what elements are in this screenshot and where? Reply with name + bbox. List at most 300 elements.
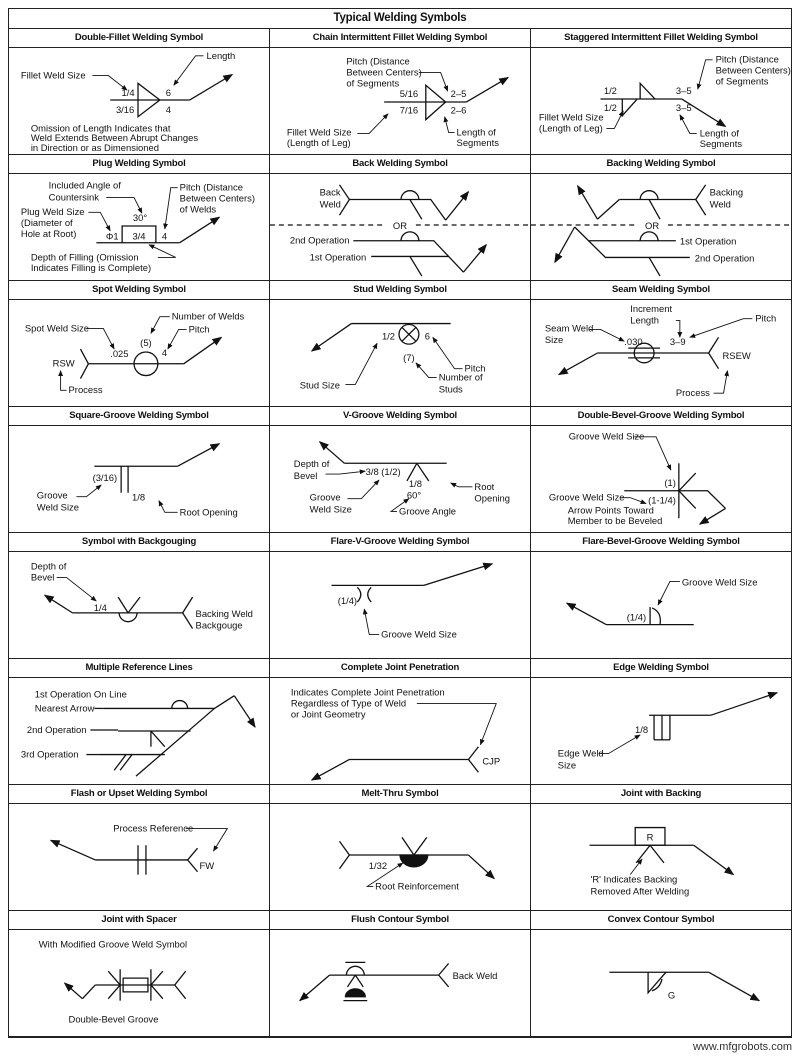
callout-label: Pitch (Distance bbox=[715, 54, 779, 65]
symbol-stroke bbox=[357, 587, 360, 602]
callout-label: Length of bbox=[456, 127, 496, 138]
callout-label: 3–5 bbox=[675, 86, 692, 97]
leader-arrow bbox=[347, 480, 379, 499]
symbol-cell bbox=[270, 407, 531, 533]
symbol-cell bbox=[270, 533, 531, 659]
callout-label: 5/16 bbox=[399, 89, 419, 100]
callout-label: Groove bbox=[309, 492, 341, 503]
leader-arrow bbox=[57, 578, 97, 602]
callout-label: Back Weld bbox=[452, 971, 498, 982]
leader-arrow bbox=[88, 212, 110, 231]
callout-label: 4 bbox=[161, 231, 168, 242]
callout-label: 3/16 bbox=[115, 104, 135, 115]
leader-arrow bbox=[364, 609, 379, 635]
callout-label: Backgouge bbox=[195, 620, 243, 631]
callout-label: Weld bbox=[709, 199, 731, 210]
symbol-stroke bbox=[709, 353, 719, 369]
symbol-stroke bbox=[119, 613, 137, 622]
symbol-stroke bbox=[401, 191, 419, 200]
callout-label: (1/4) bbox=[337, 596, 358, 607]
arrow-line bbox=[234, 696, 255, 727]
leader-arrow bbox=[345, 343, 377, 384]
callout-label: Omission of Length Indicates that bbox=[30, 123, 171, 134]
symbol-stroke bbox=[468, 747, 478, 760]
callout-label: Number of Welds bbox=[171, 311, 245, 322]
symbol-stroke bbox=[401, 232, 419, 241]
symbol-stroke bbox=[175, 985, 186, 999]
callout-label: (Length of Leg) bbox=[286, 138, 351, 149]
leader-arrow bbox=[357, 114, 388, 134]
callout-label: Length bbox=[630, 315, 660, 326]
callout-label: 2nd Operation bbox=[26, 725, 87, 735]
callout-label: or Joint Geometry bbox=[290, 709, 366, 720]
symbol-diagram bbox=[9, 48, 269, 154]
symbol-title: Flash or Upset Welding Symbol bbox=[9, 785, 269, 804]
welding-symbols-chart bbox=[8, 8, 792, 1038]
filled-weld-mark bbox=[345, 989, 365, 997]
symbol-stroke bbox=[118, 597, 128, 613]
symbol-cell bbox=[531, 911, 791, 1037]
symbol-stroke bbox=[652, 608, 660, 625]
symbol-stroke bbox=[151, 731, 165, 747]
callout-label: of Segments bbox=[346, 78, 400, 89]
callout-label: 3rd Operation bbox=[20, 749, 79, 760]
callout-label: Backing bbox=[709, 187, 744, 198]
symbol-stroke bbox=[114, 755, 126, 771]
arrow-line bbox=[446, 192, 469, 220]
symbol-stroke bbox=[696, 200, 706, 216]
symbol-grid bbox=[9, 29, 791, 1037]
symbol-title: Seam Welding Symbol bbox=[531, 281, 791, 300]
arrow-line bbox=[466, 77, 508, 102]
symbol-diagram bbox=[9, 300, 269, 406]
leader-arrow bbox=[151, 317, 170, 334]
callout-label: 1/4 bbox=[121, 88, 135, 99]
arrow-line bbox=[312, 759, 350, 780]
symbol-title: Double-Fillet Welding Symbol bbox=[9, 29, 269, 48]
arrow-line bbox=[184, 337, 222, 364]
callout-label: Between Centers) bbox=[715, 65, 791, 76]
symbol-diagram bbox=[270, 678, 530, 784]
symbol-stroke bbox=[172, 701, 188, 709]
callout-label: .030 bbox=[624, 337, 643, 348]
symbol-stroke bbox=[120, 755, 132, 771]
callout-label: Root Opening bbox=[179, 507, 238, 518]
callout-label: 1/2 bbox=[603, 102, 617, 113]
symbol-diagram bbox=[531, 48, 791, 154]
callout-label: Indicates Filling is Complete) bbox=[30, 263, 152, 274]
arrow-line bbox=[555, 227, 575, 262]
arrow-line bbox=[468, 855, 494, 879]
symbol-cell bbox=[531, 29, 791, 155]
symbol-stroke bbox=[652, 979, 662, 991]
symbol-cell bbox=[270, 785, 531, 911]
arrow-line bbox=[178, 444, 220, 467]
callout-label: With Modified Groove Weld Symbol bbox=[38, 939, 188, 950]
callout-label: Length bbox=[206, 50, 236, 61]
leader-arrow bbox=[598, 735, 640, 754]
arrow-line bbox=[45, 595, 73, 613]
callout-label: Stud Size bbox=[299, 380, 341, 391]
symbol-title: Multiple Reference Lines bbox=[9, 659, 269, 678]
callout-label: 3–5 bbox=[675, 102, 692, 113]
callout-label: Segments bbox=[456, 138, 499, 149]
symbol-title: Staggered Intermittent Fillet Welding Symbol bbox=[531, 29, 791, 48]
callout-label: Depth of bbox=[30, 561, 67, 572]
callout-label: Root Reinforcement bbox=[375, 881, 459, 892]
symbol-title: Flare-V-Groove Welding Symbol bbox=[270, 533, 530, 552]
arrow-line bbox=[51, 840, 96, 860]
symbol-title: Flare-Bevel-Groove Welding Symbol bbox=[531, 533, 791, 552]
symbol-diagram bbox=[531, 930, 791, 1036]
symbol-cell bbox=[531, 533, 791, 659]
callout-label: Weld Extends Between Abrupt Changes bbox=[30, 133, 199, 144]
arrow-line bbox=[694, 845, 734, 874]
symbol-cell bbox=[531, 659, 791, 785]
arrow-line bbox=[190, 75, 233, 101]
arrow-line bbox=[312, 324, 352, 351]
callout-label: 1st Operation bbox=[679, 236, 737, 247]
symbol-cell bbox=[9, 155, 270, 281]
leader-arrow bbox=[606, 111, 623, 129]
symbol-diagram bbox=[270, 804, 530, 910]
symbol-stroke bbox=[183, 613, 193, 629]
leader-arrow bbox=[589, 329, 625, 341]
arrow-line bbox=[578, 186, 598, 219]
symbol-title: Complete Joint Penetration bbox=[270, 659, 530, 678]
arrow-line bbox=[65, 983, 83, 999]
symbol-stroke bbox=[80, 349, 88, 364]
arrow-line bbox=[424, 564, 492, 586]
symbol-stroke bbox=[339, 855, 349, 869]
symbol-title: Chain Intermittent Fillet Welding Symbol bbox=[270, 29, 530, 48]
symbol-diagram bbox=[9, 678, 269, 784]
leader-arrow bbox=[165, 188, 178, 229]
leader-arrow bbox=[61, 371, 67, 391]
callout-label: Size bbox=[544, 335, 564, 346]
symbol-diagram bbox=[531, 552, 791, 658]
symbol-title: V-Groove Welding Symbol bbox=[270, 407, 530, 426]
symbol-stroke bbox=[439, 975, 449, 987]
callout-label: Removed After Welding bbox=[590, 886, 690, 897]
leader-arrow bbox=[714, 371, 728, 394]
callout-label: (5) bbox=[140, 338, 152, 349]
symbol-title: Spot Welding Symbol bbox=[9, 281, 269, 300]
callout-label: 1/32 bbox=[368, 860, 388, 871]
leader-arrow bbox=[149, 245, 176, 258]
callout-label: Process Reference bbox=[113, 823, 194, 834]
callout-label: 1/8 bbox=[132, 492, 146, 503]
symbol-stroke bbox=[108, 971, 120, 985]
callout-label: 2nd Operation bbox=[289, 235, 350, 246]
symbol-stroke bbox=[349, 200, 445, 221]
symbol-stroke bbox=[355, 975, 363, 987]
callout-label: Groove Weld Size bbox=[568, 431, 645, 442]
leader-arrow bbox=[445, 117, 455, 133]
leader-arrow bbox=[174, 56, 204, 85]
leader-arrow bbox=[417, 704, 496, 745]
symbol-cell bbox=[9, 659, 270, 785]
callout-label: Length of bbox=[699, 128, 739, 139]
symbol-stroke bbox=[439, 963, 449, 975]
callout-label: 2nd Operation bbox=[694, 253, 755, 264]
callout-label: Fillet Weld Size bbox=[286, 127, 352, 138]
callout-label: OR bbox=[392, 221, 408, 231]
symbol-cell bbox=[270, 29, 531, 155]
symbol-stroke bbox=[151, 985, 163, 999]
callout-label: Weld Size bbox=[309, 504, 352, 515]
callout-label: Back bbox=[319, 187, 341, 198]
callout-label: 1/4 bbox=[93, 602, 107, 613]
symbol-stroke bbox=[339, 200, 349, 216]
callout-label: 3–9 bbox=[669, 337, 686, 348]
symbol-title: Double-Bevel-Groove Welding Symbol bbox=[531, 407, 791, 426]
symbol-title: Joint with Spacer bbox=[9, 911, 269, 930]
symbol-cell bbox=[270, 659, 531, 785]
arrow-line bbox=[464, 245, 487, 272]
symbol-title: Square-Groove Welding Symbol bbox=[9, 407, 269, 426]
symbol-cell bbox=[9, 281, 270, 407]
callout-label: in Direction or as Dimensioned bbox=[30, 143, 159, 154]
symbol-cell bbox=[270, 281, 531, 407]
symbol-stroke bbox=[82, 985, 95, 999]
symbol-stroke bbox=[410, 200, 422, 220]
symbol-stroke bbox=[347, 975, 355, 987]
callout-label: 3/4 bbox=[132, 231, 146, 242]
leader-arrow bbox=[658, 581, 680, 605]
callout-label: 4 bbox=[161, 347, 168, 358]
symbol-stroke bbox=[597, 200, 619, 220]
leader-arrow bbox=[419, 73, 448, 92]
callout-label: Pitch (Distance bbox=[179, 182, 243, 193]
callout-label: Between Centers) bbox=[179, 193, 256, 204]
callout-label: Φ1 bbox=[105, 231, 119, 242]
callout-label: 6 bbox=[424, 331, 431, 342]
leader-arrow bbox=[168, 329, 187, 349]
callout-label: RSW bbox=[52, 358, 75, 369]
callout-label: Process bbox=[675, 388, 710, 399]
symbol-stroke bbox=[80, 364, 88, 379]
symbol-title: Plug Welding Symbol bbox=[9, 155, 269, 174]
symbol-cell bbox=[9, 533, 270, 659]
symbol-title: Convex Contour Symbol bbox=[531, 911, 791, 930]
symbol-diagram bbox=[270, 930, 530, 1036]
symbol-title: Back Welding Symbol bbox=[270, 155, 530, 174]
symbol-title: Melt-Thru Symbol bbox=[270, 785, 530, 804]
callout-label: Seam Weld bbox=[544, 323, 594, 334]
symbol-cell bbox=[9, 29, 270, 155]
callout-label: Bevel bbox=[30, 572, 55, 583]
arrow-line bbox=[709, 972, 760, 1000]
callout-label: 4 bbox=[165, 104, 172, 115]
callout-label: .025 bbox=[110, 348, 129, 359]
callout-label: Fillet Weld Size bbox=[538, 112, 604, 123]
callout-label: 2–5 bbox=[450, 89, 467, 100]
callout-label: Groove Weld Size bbox=[381, 629, 457, 640]
symbol-title: Stud Welding Symbol bbox=[270, 281, 530, 300]
callout-label: Edge Weld bbox=[557, 748, 604, 759]
callout-label: RSEW bbox=[722, 350, 751, 361]
callout-label: 3/8 (1/2) bbox=[365, 467, 401, 478]
symbol-diagram bbox=[270, 174, 530, 280]
callout-label: Indicates Complete Joint Penetration bbox=[290, 687, 445, 698]
callout-label: 7/16 bbox=[399, 105, 419, 116]
callout-label: Double-Bevel Groove bbox=[68, 1014, 159, 1025]
arrow-line bbox=[300, 975, 330, 1001]
symbol-cell bbox=[270, 155, 531, 281]
callout-label: Depth of Filling (Omission bbox=[30, 252, 139, 263]
symbol-stroke bbox=[339, 841, 349, 855]
callout-label: CJP bbox=[482, 756, 501, 767]
symbol-title: Backing Welding Symbol bbox=[531, 155, 791, 174]
callout-label: Pitch (Distance bbox=[346, 56, 410, 67]
symbol-diagram bbox=[531, 426, 791, 532]
symbol-stroke bbox=[175, 971, 186, 985]
symbol-cell bbox=[9, 407, 270, 533]
symbol-diagram bbox=[270, 300, 530, 406]
callout-label: 1/8 bbox=[408, 478, 423, 489]
callout-label: (1/4) bbox=[626, 612, 647, 623]
arrow-line bbox=[567, 603, 607, 625]
callout-label: Increment bbox=[630, 303, 673, 314]
symbol-diagram bbox=[9, 930, 269, 1036]
symbol-stroke bbox=[468, 759, 478, 772]
callout-label: G bbox=[667, 990, 676, 1001]
symbol-diagram bbox=[9, 174, 269, 280]
callout-label: Included Angle of bbox=[48, 180, 121, 191]
callout-label: 1/8 bbox=[635, 725, 649, 735]
callout-label: (3/16) bbox=[92, 473, 118, 483]
leader-arrow bbox=[416, 363, 437, 378]
symbol-diagram bbox=[531, 174, 791, 280]
callout-label: Member to be Beveled bbox=[567, 516, 663, 527]
symbol-diagram bbox=[9, 552, 269, 658]
symbol-stroke bbox=[339, 185, 349, 200]
callout-label: Studs bbox=[438, 384, 463, 395]
symbol-diagram bbox=[270, 48, 530, 154]
symbol-diagram bbox=[531, 804, 791, 910]
callout-label: Fillet Weld Size bbox=[20, 70, 86, 81]
callout-label: Depth of bbox=[293, 459, 330, 470]
callout-label: Bevel bbox=[293, 471, 318, 481]
symbol-diagram bbox=[531, 678, 791, 784]
symbol-stroke bbox=[640, 232, 658, 241]
callout-label: (1-1/4) bbox=[648, 495, 676, 506]
symbol-stroke bbox=[128, 597, 140, 613]
symbol-cell bbox=[9, 785, 270, 911]
callout-label: Groove Angle bbox=[399, 506, 457, 517]
leader-arrow bbox=[630, 859, 642, 875]
symbol-stroke bbox=[640, 83, 655, 99]
callout-label: R bbox=[646, 832, 654, 843]
symbol-stroke bbox=[368, 587, 371, 602]
symbol-title: Symbol with Backgouging bbox=[9, 533, 269, 552]
callout-label: of Welds bbox=[179, 204, 217, 215]
symbol-diagram bbox=[9, 804, 269, 910]
callout-label: 6 bbox=[165, 88, 172, 99]
arrow-line bbox=[180, 217, 220, 243]
symbol-stroke bbox=[414, 837, 427, 855]
symbol-title: Joint with Backing bbox=[531, 785, 791, 804]
symbol-diagram bbox=[9, 426, 269, 532]
chart-title: Typical Welding Symbols bbox=[9, 9, 791, 29]
symbol-stroke bbox=[709, 337, 719, 353]
callout-label: (7) bbox=[403, 352, 415, 363]
callout-label: Pitch bbox=[464, 363, 486, 374]
callout-label: Root bbox=[474, 481, 495, 492]
callout-label: 2–6 bbox=[450, 105, 467, 116]
leader-arrow bbox=[680, 115, 697, 134]
symbol-diagram bbox=[270, 552, 530, 658]
callout-label: Pitch bbox=[755, 313, 777, 324]
leader-arrow bbox=[451, 483, 473, 487]
symbol-title: Edge Welding Symbol bbox=[531, 659, 791, 678]
symbol-stroke bbox=[188, 848, 198, 860]
leader-arrow bbox=[698, 60, 713, 89]
leader-arrow bbox=[433, 337, 463, 368]
callout-label: Weld bbox=[319, 199, 341, 210]
callout-label: Number of bbox=[438, 372, 483, 383]
symbol-stroke bbox=[151, 971, 163, 985]
symbol-stroke bbox=[410, 256, 422, 276]
symbol-stroke bbox=[188, 860, 198, 872]
callout-label: Plug Weld Size bbox=[20, 207, 85, 218]
callout-label: (Diameter of bbox=[20, 218, 73, 229]
callout-label: 1/2 bbox=[603, 86, 617, 97]
symbol-stroke bbox=[136, 708, 214, 776]
symbol-cell bbox=[531, 281, 791, 407]
symbol-cell bbox=[9, 911, 270, 1037]
arrow-line bbox=[559, 353, 598, 375]
callout-label: 1st Operation On Line bbox=[34, 689, 127, 700]
callout-label: Pitch bbox=[188, 324, 210, 335]
leader-arrow bbox=[86, 328, 114, 349]
symbol-stroke bbox=[640, 191, 658, 200]
callout-label: 1/2 bbox=[381, 331, 396, 342]
symbol-stroke bbox=[679, 491, 696, 509]
leader-arrow bbox=[690, 319, 753, 338]
symbol-stroke bbox=[648, 972, 666, 993]
callout-label: Opening bbox=[474, 493, 511, 504]
arrow-line bbox=[700, 508, 726, 524]
callout-label: Between Centers) bbox=[346, 67, 422, 78]
symbol-stroke bbox=[696, 185, 706, 200]
callout-label: of Segments bbox=[715, 76, 769, 87]
callout-label: 30° bbox=[132, 213, 148, 224]
symbol-stroke bbox=[346, 966, 364, 975]
leader-arrow bbox=[326, 471, 366, 474]
symbol-stroke bbox=[402, 837, 414, 855]
callout-label: Regardless of Type of Weld bbox=[290, 698, 407, 709]
callout-label: Nearest Arrow bbox=[34, 703, 95, 714]
symbol-diagram bbox=[270, 426, 530, 532]
symbol-stroke bbox=[649, 200, 660, 220]
symbol-stroke bbox=[650, 845, 664, 863]
symbol-diagram bbox=[531, 300, 791, 406]
callout-label: 60° bbox=[406, 490, 422, 501]
callout-label: FW bbox=[199, 860, 215, 871]
symbol-stroke bbox=[636, 845, 650, 863]
callout-label: 1st Operation bbox=[309, 252, 367, 263]
symbol-stroke bbox=[679, 473, 696, 491]
callout-label: Countersink bbox=[48, 192, 99, 203]
symbol-cell bbox=[531, 785, 791, 911]
callout-label: Arrow Points Toward bbox=[567, 505, 654, 516]
symbol-cell bbox=[531, 155, 791, 281]
callout-label: Backing Weld bbox=[195, 608, 253, 619]
symbol-cell bbox=[531, 407, 791, 533]
callout-label: Weld Size bbox=[36, 502, 79, 513]
